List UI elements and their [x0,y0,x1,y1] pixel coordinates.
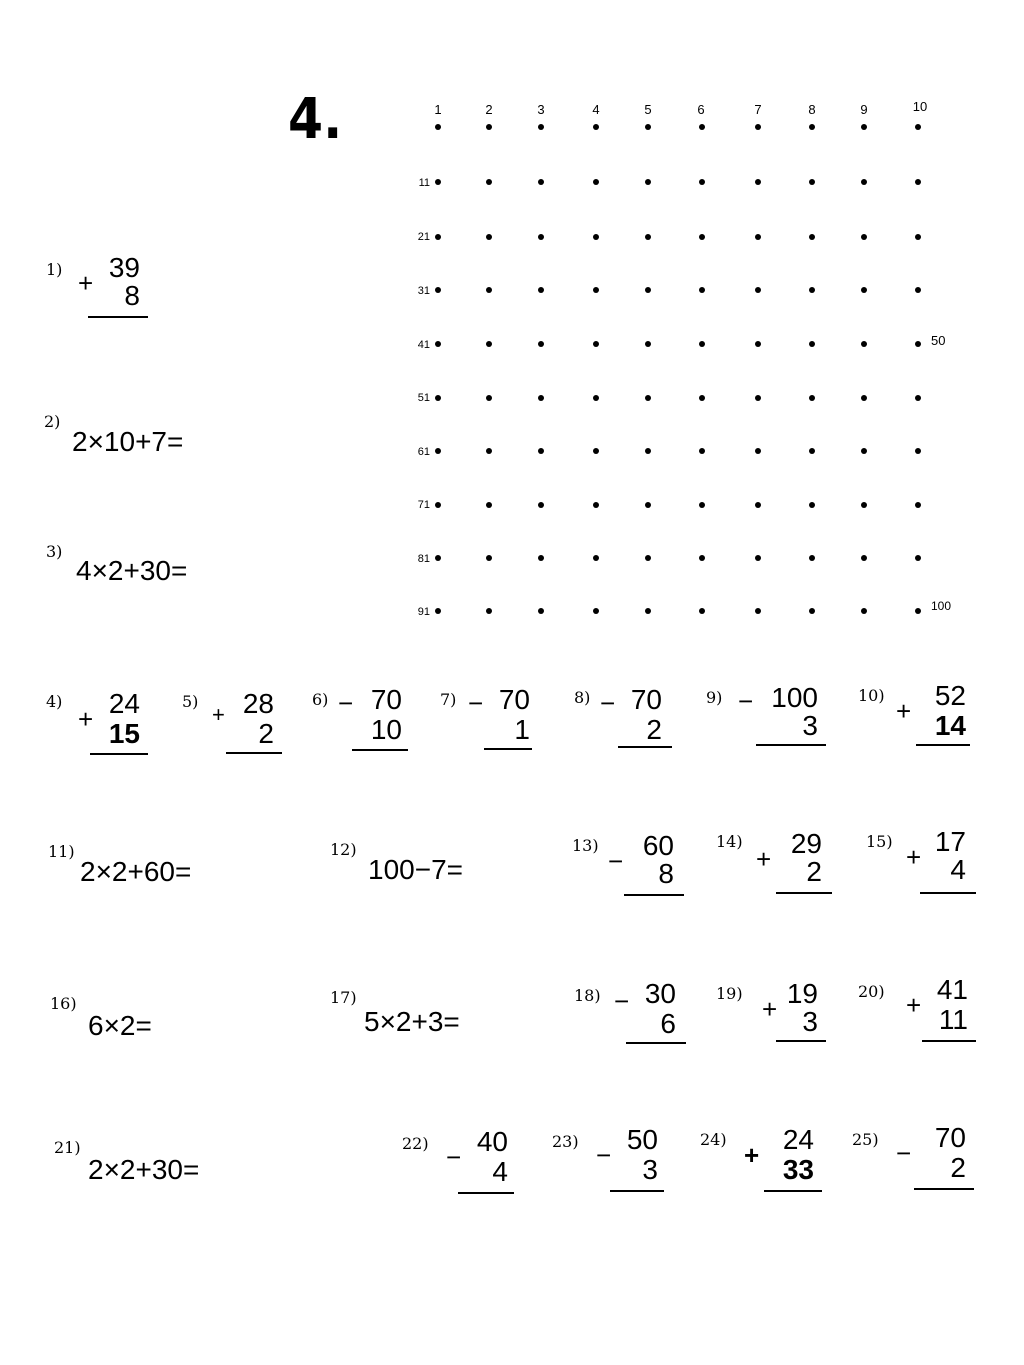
problem-24-answer-line [764,1190,822,1192]
problem-number-4: 4) [46,692,63,711]
problem-4-answer-line [90,753,148,755]
problem-number-8: 8) [574,688,591,707]
problem-1-top: 39 [108,252,140,283]
grid-col-label: 3 [537,102,545,117]
grid-dot [538,502,544,508]
problem-18 [614,980,676,1044]
problem-2-expression: 2×10+7= [72,426,184,457]
problem-10-top: 52 [934,680,966,711]
problem-7-top: 70 [498,684,530,715]
problem-6-top: 70 [370,684,402,715]
grid-dot [861,234,867,240]
grid-dot [699,502,705,508]
problem-13-operator: − [608,846,624,876]
grid-dot [861,608,867,614]
grid-dot [538,179,544,185]
problem-23 [596,1126,658,1192]
problem-24-bottom: 33 [782,1154,814,1185]
grid-dot [915,287,921,293]
problem-number-5: 5) [182,692,199,711]
problem-9-answer-line [756,744,826,746]
problem-20 [906,976,968,1042]
problem-number-9: 9) [706,688,723,707]
grid-dot [538,608,544,614]
grid-dot [755,555,761,561]
grid-col-label: 7 [754,102,762,117]
grid-dot [538,287,544,293]
grid-dot [755,448,761,454]
grid-dot [645,341,651,347]
grid-dot [915,124,921,130]
grid-dot [809,179,815,185]
problem-8-bottom: 2 [646,714,662,745]
problem-12-expression: 100−7= [368,854,463,885]
grid-col-label: 2 [485,102,493,117]
problem-16-expression: 6×2= [88,1010,152,1041]
problem-18-bottom: 6 [660,1008,676,1039]
grid-row-label: 11 [418,177,430,189]
grid-dot [861,124,867,130]
problem-number-23: 23) [552,1132,579,1151]
problem-7-bottom: 1 [514,714,530,745]
problem-8 [600,686,662,750]
grid-dot [645,608,651,614]
problem-6-answer-line [352,749,408,751]
grid-dot [435,124,441,130]
problem-5-operator: + [212,702,225,727]
grid-dot [809,234,815,240]
grid-dot [486,448,492,454]
grid-dot [809,448,815,454]
grid-dot [593,395,599,401]
grid-row-label: 41 [417,339,430,351]
problem-number-10: 10) [858,686,885,705]
grid-dot [593,341,599,347]
problem-number-2: 2) [44,412,61,431]
problem-23-bottom: 3 [642,1154,658,1185]
problem-24-top: 24 [782,1124,814,1155]
grid-dot [593,608,599,614]
problem-25-answer-line [914,1188,974,1190]
problem-25-bottom: 2 [950,1152,966,1183]
grid-dot [915,502,921,508]
problem-13-answer-line [624,894,684,896]
problem-18-operator: − [614,986,630,1016]
grid-dot [809,287,815,293]
problem-number-14: 14) [716,832,743,851]
grid-dot [486,341,492,347]
problem-number-3: 3) [46,542,63,561]
grid-row-label: 81 [417,553,430,565]
problem-22-answer-line [458,1192,514,1194]
grid-col-label: 8 [808,102,816,117]
grid-dot [435,234,441,240]
problem-10-operator: + [896,696,912,726]
problem-number-17: 17) [330,988,357,1007]
grid-row-label: 21 [417,231,430,243]
grid-dot [915,179,921,185]
grid-dot [645,555,651,561]
problem-6 [338,686,402,750]
grid-dot [645,395,651,401]
grid-dot [861,341,867,347]
problem-7-operator: − [468,688,484,718]
grid-dot [593,124,599,130]
problem-19 [762,980,818,1044]
problem-number-22: 22) [402,1134,429,1153]
grid-dot [861,395,867,401]
grid-dot [915,341,921,347]
grid-dot [809,124,815,130]
grid-dot [915,608,921,614]
problem-22-top: 40 [476,1126,508,1157]
grid-dot [645,287,651,293]
problem-15-operator: + [906,842,922,872]
grid-dot [435,395,441,401]
grid-dot [699,234,705,240]
problem-number-21: 21) [54,1138,81,1157]
grid-dot [435,448,441,454]
grid-dot [755,341,761,347]
grid-dot [645,234,651,240]
problem-1 [78,254,140,318]
problem-19-top: 19 [786,978,818,1009]
grid-dot [486,502,492,508]
problem-1-bottom: 8 [124,280,140,311]
problem-10-answer-line [916,744,970,746]
problem-9-operator: − [738,686,754,716]
problem-18-answer-line [626,1042,686,1044]
problem-15-bottom: 4 [950,854,966,885]
problem-19-bottom: 3 [802,1006,818,1037]
grid-dot [861,179,867,185]
grid-dot [593,448,599,454]
problem-15-top: 17 [934,826,966,857]
problem-23-answer-line [610,1190,664,1192]
grid-end-label-50: 50 [931,333,946,348]
grid-col-label: 10 [912,99,928,114]
problem-5-top: 28 [242,688,274,719]
grid-dot [755,287,761,293]
grid-dot [809,502,815,508]
grid-dot [593,502,599,508]
grid-end-label-100: 100 [931,599,952,613]
problem-24 [744,1126,814,1192]
grid-col-label: 4 [592,102,600,117]
grid-dot [486,287,492,293]
grid-dot [435,502,441,508]
grid-dot [486,124,492,130]
problem-6-operator: − [338,688,354,718]
problem-11-expression: 2×2+60= [80,856,192,887]
grid-dot [593,555,599,561]
problem-4-top: 24 [108,688,140,719]
problem-number-19: 19) [716,984,743,1003]
grid-dot [809,608,815,614]
grid-dot [435,287,441,293]
problem-number-18: 18) [574,986,601,1005]
problem-4-operator: + [78,704,94,734]
problem-number-7: 7) [440,690,457,709]
grid-dot [593,287,599,293]
problem-19-answer-line [776,1040,826,1042]
problem-5-bottom: 2 [258,718,274,749]
problem-19-operator: + [762,994,778,1024]
problem-10-bottom: 14 [934,710,966,741]
problem-22-operator: − [446,1142,462,1172]
dot-grid-100 [0,0,1024,640]
problem-number-12: 12) [330,840,357,859]
problem-20-operator: + [906,990,922,1020]
problem-8-answer-line [618,746,672,748]
problem-number-16: 16) [50,994,77,1013]
problem-number-13: 13) [572,836,599,855]
problem-20-top: 41 [936,974,968,1005]
problem-21-expression: 2×2+30= [88,1154,200,1185]
grid-dot [915,234,921,240]
grid-col-label: 9 [860,102,868,117]
grid-row-label: 51 [417,392,430,404]
problem-7 [468,686,530,750]
grid-dot [809,341,815,347]
grid-dot [755,395,761,401]
problem-number-20: 20) [858,982,885,1001]
problem-20-bottom: 11 [938,1004,968,1035]
grid-col-label: 5 [644,102,652,117]
problem-23-operator: − [596,1140,612,1170]
grid-row-label: 71 [417,499,430,511]
grid-dot [755,124,761,130]
grid-dot [809,555,815,561]
grid-dot [435,179,441,185]
grid-dot [645,448,651,454]
grid-dot [645,179,651,185]
grid-dot [755,234,761,240]
problem-1-answer-line [88,316,148,318]
problem-1-operator: + [78,268,94,298]
problem-25-top: 70 [934,1122,966,1153]
grid-dot [538,448,544,454]
grid-dot [699,287,705,293]
grid-dot [755,608,761,614]
grid-dot [699,179,705,185]
problem-15 [906,828,966,892]
grid-dot [861,502,867,508]
grid-dot [486,395,492,401]
grid-dot [593,179,599,185]
problem-9-top: 100 [771,682,818,713]
grid-dot [861,448,867,454]
grid-dot [699,608,705,614]
problem-14-answer-line [776,892,832,894]
problem-5 [212,690,274,754]
problem-13 [608,832,674,896]
grid-dot [435,555,441,561]
problem-number-11: 11) [48,842,75,861]
grid-dot [915,555,921,561]
problem-14 [756,830,822,894]
grid-dot [538,341,544,347]
grid-dot [435,341,441,347]
grid-dot [486,555,492,561]
problem-18-top: 30 [644,978,676,1009]
grid-row-label: 91 [417,606,430,618]
problem-number-25: 25) [852,1130,879,1149]
problem-22 [446,1128,508,1194]
grid-dot [486,234,492,240]
grid-dot [915,395,921,401]
grid-dot [538,395,544,401]
problem-7-answer-line [484,748,532,750]
grid-col-label: 6 [697,102,705,117]
problem-14-top: 29 [790,828,822,859]
problem-9 [738,684,818,748]
grid-dot [538,234,544,240]
problem-14-bottom: 2 [806,856,822,887]
problem-25 [896,1124,966,1190]
grid-dot [486,608,492,614]
grid-dot [645,502,651,508]
grid-dot [699,341,705,347]
problem-number-24: 24) [700,1130,727,1149]
grid-dot [809,395,815,401]
grid-dot [755,179,761,185]
grid-dot [645,124,651,130]
problem-8-operator: − [600,688,616,718]
grid-dot [538,124,544,130]
problem-4 [78,690,140,754]
problem-number-6: 6) [312,690,329,709]
problem-8-top: 70 [630,684,662,715]
problem-13-top: 60 [642,830,674,861]
problem-17-expression: 5×2+3= [364,1006,460,1037]
grid-row-label: 31 [417,285,430,297]
grid-row-label: 61 [417,446,430,458]
problem-9-bottom: 3 [802,710,818,741]
problem-22-bottom: 4 [492,1156,508,1187]
problem-10 [896,682,966,748]
problem-25-operator: − [896,1138,912,1168]
grid-dot [699,124,705,130]
grid-dot [486,179,492,185]
grid-dot [593,234,599,240]
grid-dot [699,395,705,401]
grid-dot [755,502,761,508]
problem-5-answer-line [226,752,282,754]
grid-dot [861,287,867,293]
grid-dot [699,555,705,561]
problem-23-top: 50 [626,1124,658,1155]
problem-20-answer-line [922,1040,976,1042]
problem-13-bottom: 8 [658,858,674,889]
problem-number-1: 1) [46,260,63,279]
problem-24-operator: + [744,1140,760,1170]
problem-6-bottom: 10 [370,714,402,745]
problem-number-15: 15) [866,832,893,851]
problem-15-answer-line [920,892,976,894]
grid-dot [699,448,705,454]
problem-14-operator: + [756,844,772,874]
grid-dot [861,555,867,561]
grid-col-label: 1 [434,102,442,117]
problem-3-expression: 4×2+30= [76,555,188,586]
grid-dot [915,448,921,454]
problem-4-bottom: 15 [108,718,140,749]
grid-dot [538,555,544,561]
grid-dot [435,608,441,614]
page-number: 4. [288,87,343,152]
